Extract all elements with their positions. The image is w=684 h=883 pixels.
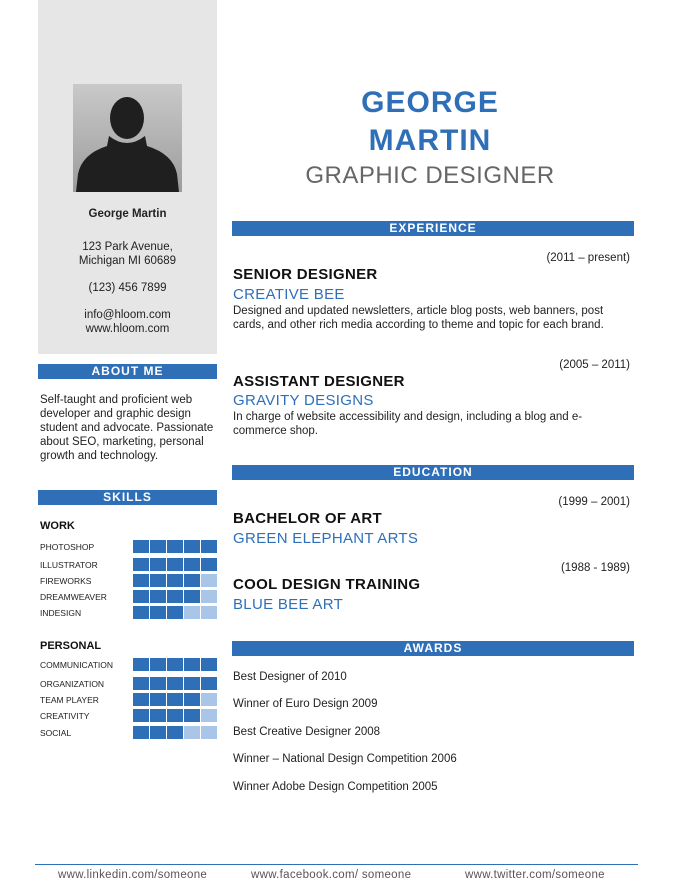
skill-level-cell-filled xyxy=(201,558,217,571)
education-date: (1988 - 1989) xyxy=(560,562,630,574)
skill-level-cell-filled xyxy=(133,709,149,722)
skill-level-cell-empty xyxy=(201,606,217,619)
skill-label: ILLUSTRATOR xyxy=(40,560,98,570)
skill-row xyxy=(40,574,216,588)
skill-label: DREAMWEAVER xyxy=(40,592,107,602)
skill-level-cell-empty xyxy=(201,574,217,587)
skill-level-cell-filled xyxy=(201,658,217,671)
skill-level-cell-filled xyxy=(184,574,200,587)
skill-level-cell-empty xyxy=(201,590,217,603)
skill-level-cell-filled xyxy=(184,540,200,553)
skill-label: TEAM PLAYER xyxy=(40,695,99,705)
skill-row xyxy=(40,540,216,554)
skill-label: CREATIVITY xyxy=(40,711,90,721)
award-item: Winner of Euro Design 2009 xyxy=(233,698,378,710)
personal-skills-heading: PERSONAL xyxy=(40,640,102,652)
skill-level-cell-filled xyxy=(150,677,166,690)
skill-row xyxy=(40,693,216,707)
skill-level-meter xyxy=(133,574,217,587)
skill-level-cell-empty xyxy=(201,726,217,739)
skill-row xyxy=(40,709,216,723)
company-name: GRAVITY DESIGNS xyxy=(233,392,374,409)
award-item: Best Creative Designer 2008 xyxy=(233,726,381,738)
skill-level-meter xyxy=(133,658,217,671)
skill-row xyxy=(40,726,216,740)
school-name: GREEN ELEPHANT ARTS xyxy=(233,530,419,547)
company-name: CREATIVE BEE xyxy=(233,286,345,303)
skill-label: SOCIAL xyxy=(40,728,72,738)
skill-label: PHOTOSHOP xyxy=(40,542,95,552)
skill-level-cell-filled xyxy=(133,574,149,587)
skill-level-cell-filled xyxy=(133,658,149,671)
skill-level-meter xyxy=(133,726,217,739)
education-date: (1999 – 2001) xyxy=(558,496,630,508)
skill-level-cell-filled xyxy=(184,558,200,571)
skill-label: FIREWORKS xyxy=(40,576,92,586)
skill-level-cell-filled xyxy=(150,693,166,706)
job-title: SENIOR DESIGNER xyxy=(233,266,378,283)
skill-level-cell-filled xyxy=(201,540,217,553)
skill-level-cell-filled xyxy=(167,574,183,587)
skill-label: INDESIGN xyxy=(40,608,82,618)
skill-level-cell-filled xyxy=(150,590,166,603)
job-description: Designed and updated newsletters, article blog posts, web banners, post cards, and other rich media according to theme and topic for each brand. xyxy=(233,305,604,331)
skill-level-cell-empty xyxy=(201,709,217,722)
job-date: (2005 – 2011) xyxy=(559,359,630,371)
skill-level-cell-filled xyxy=(133,606,149,619)
school-name: BLUE BEE ART xyxy=(233,596,344,613)
skill-level-cell-filled xyxy=(150,606,166,619)
skill-row xyxy=(40,558,216,572)
sidebar-name: George Martin xyxy=(88,208,167,220)
skill-row xyxy=(40,606,216,620)
person-silhouette-icon xyxy=(73,84,182,192)
skill-level-cell-filled xyxy=(167,606,183,619)
profile-photo-avatar xyxy=(73,84,182,192)
experience-heading: EXPERIENCE xyxy=(232,221,634,236)
skill-level-cell-empty xyxy=(201,693,217,706)
job-description: In charge of website accessibility and design, including a blog and e-commerce shop. xyxy=(233,411,583,437)
skill-level-cell-filled xyxy=(150,574,166,587)
skill-level-cell-filled xyxy=(167,540,183,553)
skill-level-meter xyxy=(133,540,217,553)
skill-level-cell-filled xyxy=(167,558,183,571)
skill-level-cell-filled xyxy=(184,709,200,722)
skill-level-cell-filled xyxy=(167,693,183,706)
last-name: MARTIN xyxy=(368,124,492,157)
skill-level-cell-filled xyxy=(133,693,149,706)
skill-level-cell-filled xyxy=(167,590,183,603)
address-line-2: Michigan MI 60689 xyxy=(78,255,177,267)
skill-level-cell-filled xyxy=(184,693,200,706)
skill-level-meter xyxy=(133,558,217,571)
skill-level-cell-filled xyxy=(150,658,166,671)
skill-level-cell-filled xyxy=(133,590,149,603)
first-name: GEORGE xyxy=(361,86,499,119)
skill-level-meter xyxy=(133,677,217,690)
twitter-link[interactable]: www.twitter.com/someone xyxy=(465,869,605,881)
award-item: Winner – National Design Competition 2006 xyxy=(233,753,457,765)
skill-label: ORGANIZATION xyxy=(40,679,105,689)
skill-level-cell-filled xyxy=(133,540,149,553)
skill-row xyxy=(40,677,216,691)
about-me-text: Self-taught and proficient web developer and graphic design student and advocate. Passionate about SEO, marketing, personal growth and technology. xyxy=(40,394,214,462)
skill-level-cell-filled xyxy=(201,677,217,690)
skill-level-cell-filled xyxy=(167,677,183,690)
skill-level-cell-filled xyxy=(184,658,200,671)
facebook-link[interactable]: www.facebook.com/ someone xyxy=(251,869,412,881)
skill-level-cell-filled xyxy=(167,658,183,671)
website-link[interactable]: www.hloom.com xyxy=(85,323,170,335)
skill-level-cell-filled xyxy=(150,709,166,722)
skills-heading: SKILLS xyxy=(38,490,217,505)
skill-level-cell-filled xyxy=(167,726,183,739)
address-line-1: 123 Park Avenue, xyxy=(82,241,173,253)
skill-level-cell-filled xyxy=(150,540,166,553)
skill-row xyxy=(40,658,216,672)
about-me-heading: ABOUT ME xyxy=(38,364,217,379)
skill-label: COMMUNICATION xyxy=(40,660,114,670)
award-item: Winner Adobe Design Competition 2005 xyxy=(233,781,438,793)
award-item: Best Designer of 2010 xyxy=(233,671,347,683)
skill-level-cell-empty xyxy=(184,726,200,739)
skill-row xyxy=(40,590,216,604)
skill-level-cell-filled xyxy=(133,726,149,739)
skill-level-cell-filled xyxy=(150,558,166,571)
email-address[interactable]: info@hloom.com xyxy=(84,309,171,321)
degree-title: COOL DESIGN TRAINING xyxy=(233,576,421,593)
linkedin-link[interactable]: www.linkedin.com/someone xyxy=(58,869,208,881)
skill-level-meter xyxy=(133,693,217,706)
education-heading: EDUCATION xyxy=(232,465,634,480)
job-title: ASSISTANT DESIGNER xyxy=(233,373,405,390)
skill-level-cell-filled xyxy=(150,726,166,739)
skill-level-meter xyxy=(133,709,217,722)
footer-divider xyxy=(35,864,638,865)
job-date: (2011 – present) xyxy=(546,252,630,264)
awards-heading: AWARDS xyxy=(232,641,634,656)
skill-level-meter xyxy=(133,590,217,603)
work-skills-heading: WORK xyxy=(40,520,75,532)
job-role-title: GRAPHIC DESIGNER xyxy=(305,162,555,189)
skill-level-cell-filled xyxy=(133,558,149,571)
skill-level-cell-filled xyxy=(167,709,183,722)
skill-level-cell-filled xyxy=(184,590,200,603)
skill-level-cell-empty xyxy=(184,606,200,619)
phone-number: (123) 456 7899 xyxy=(88,282,167,294)
skill-level-cell-filled xyxy=(184,677,200,690)
skill-level-meter xyxy=(133,606,217,619)
degree-title: BACHELOR OF ART xyxy=(233,510,382,527)
skill-level-cell-filled xyxy=(133,677,149,690)
